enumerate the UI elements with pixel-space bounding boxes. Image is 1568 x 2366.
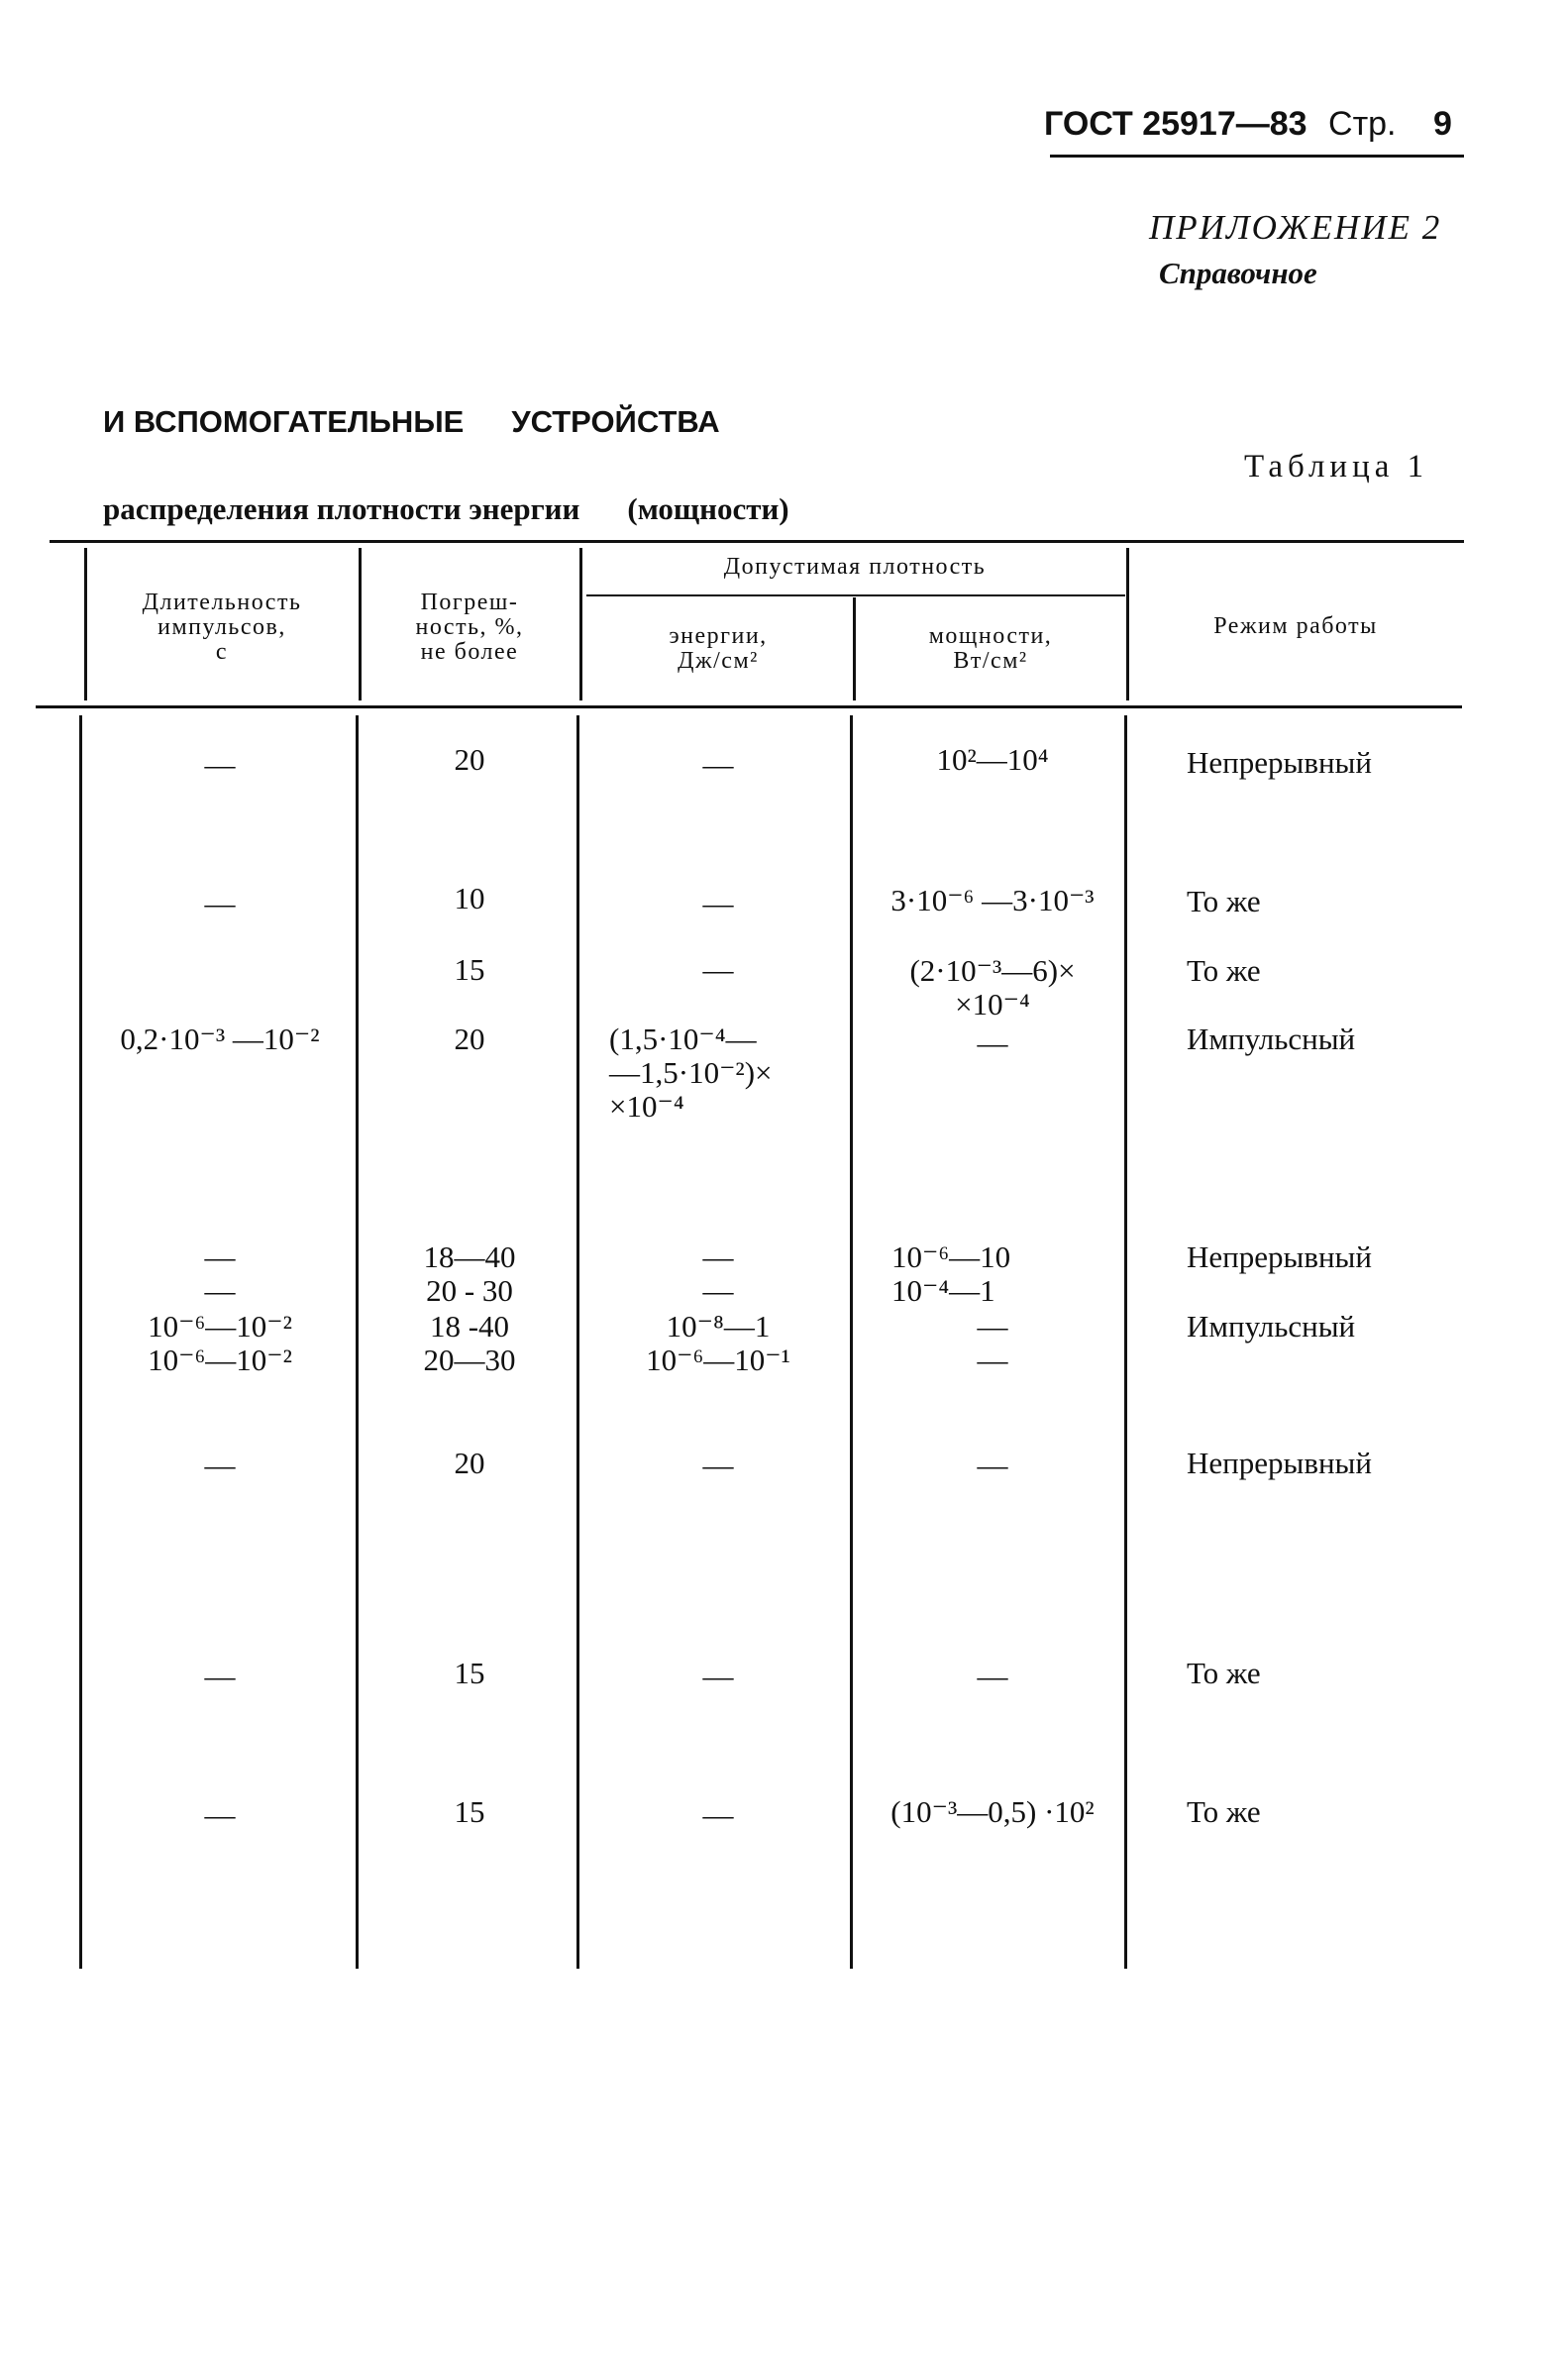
col-header-mode: Режим работы [1213, 613, 1378, 639]
col-header-energy: энергии, Дж/см² [669, 623, 768, 674]
table-cell: — [977, 1025, 1008, 1060]
table-cell: — [702, 1448, 734, 1482]
appendix-title: ПРИЛОЖЕНИЕ 2 [1149, 208, 1442, 247]
table-cell: — — [204, 1239, 236, 1308]
table-cell: То же [1187, 1794, 1261, 1829]
table-cell: (2·10⁻³—6)× ×10⁻⁴ [909, 953, 1076, 1022]
col-header-power: мощности, Вт/см² [928, 623, 1053, 674]
table-cell: — [702, 1659, 734, 1693]
table-cell: То же [1187, 953, 1261, 988]
section-heading [103, 404, 720, 440]
table-top-rule [50, 540, 1464, 543]
table-cell: — [977, 1659, 1008, 1693]
table-cell: 0,2·10⁻³ —10⁻² [120, 1022, 320, 1056]
table-cell: 20 [454, 1022, 485, 1056]
table-cell: Непрерывный [1187, 1446, 1372, 1480]
table-caption [103, 491, 789, 527]
table-cell: — — [977, 1309, 1008, 1377]
table-cell: То же [1187, 884, 1261, 918]
table-cell: — [204, 1797, 236, 1832]
table-cell: 18 -40 20—30 [423, 1309, 516, 1377]
table-cell: (1,5·10⁻⁴— —1,5·10⁻²)× ×10⁻⁴ [609, 1022, 773, 1124]
table-cell: 10 [454, 881, 485, 915]
table-cell: — — [702, 1239, 734, 1308]
table-cell: 3·10⁻⁶ —3·10⁻³ [890, 883, 1095, 917]
table-cell: Непрерывный [1187, 1239, 1372, 1274]
table-cell: — [204, 1448, 236, 1482]
table-cell: 10⁻⁶—10⁻² 10⁻⁶—10⁻² [148, 1309, 292, 1377]
table-cell: — [204, 886, 236, 920]
standard-number: ГОСТ 25917—83 [1044, 105, 1307, 143]
table-cell: 10⁻⁸—1 10⁻⁶—10⁻¹ [646, 1309, 790, 1377]
page-number: 9 [1432, 105, 1452, 143]
col-header-duration: Длительность импульсов, с [142, 590, 302, 665]
table-cell: — [702, 952, 734, 987]
group-header-rule [586, 594, 1125, 596]
section-heading-part: И ВСПОМОГАТЕЛЬНЫЕ [103, 404, 465, 439]
col-header-group: Допустимая плотность [723, 554, 987, 580]
table-cell: Импульсный [1187, 1309, 1356, 1344]
header-rule [1050, 155, 1464, 158]
table-cell: 10⁻⁶—10 10⁻⁴—1 [891, 1239, 1011, 1308]
section-heading-part: УСТРОЙСТВА [511, 404, 720, 439]
running-header [1044, 105, 1452, 144]
col-header-error: Погреш- ность, %, не более [415, 590, 524, 665]
table-cell: 10²—10⁴ [936, 742, 1049, 777]
table-label: Таблица 1 [1244, 449, 1429, 484]
table-cell: 18—40 20 - 30 [423, 1239, 516, 1308]
table-cell: Непрерывный [1187, 745, 1372, 780]
table-cell: — [977, 1448, 1008, 1482]
table-caption-part: (мощности) [627, 491, 789, 526]
header-divider [579, 548, 582, 700]
table-cell: — [702, 1797, 734, 1832]
table-cell: — [204, 747, 236, 782]
table-cell: — [702, 886, 734, 920]
table-cell: (10⁻³—0,5) ·10² [890, 1794, 1095, 1829]
table-cell: — [204, 1659, 236, 1693]
table-cell: 15 [454, 1794, 485, 1829]
page-label: Стр. [1328, 105, 1397, 143]
table-cell: 20 [454, 742, 485, 777]
table-cell: То же [1187, 1656, 1261, 1690]
table-cell: Импульсный [1187, 1022, 1356, 1056]
header-bottom-rule [36, 705, 1462, 708]
table-cell: 15 [454, 952, 485, 987]
appendix-subtitle: Справочное [1159, 256, 1317, 290]
table-cell: 15 [454, 1656, 485, 1690]
table-cell: — [702, 747, 734, 782]
table-caption-part: распределения плотности энергии [103, 491, 580, 526]
table-cell: 20 [454, 1446, 485, 1480]
